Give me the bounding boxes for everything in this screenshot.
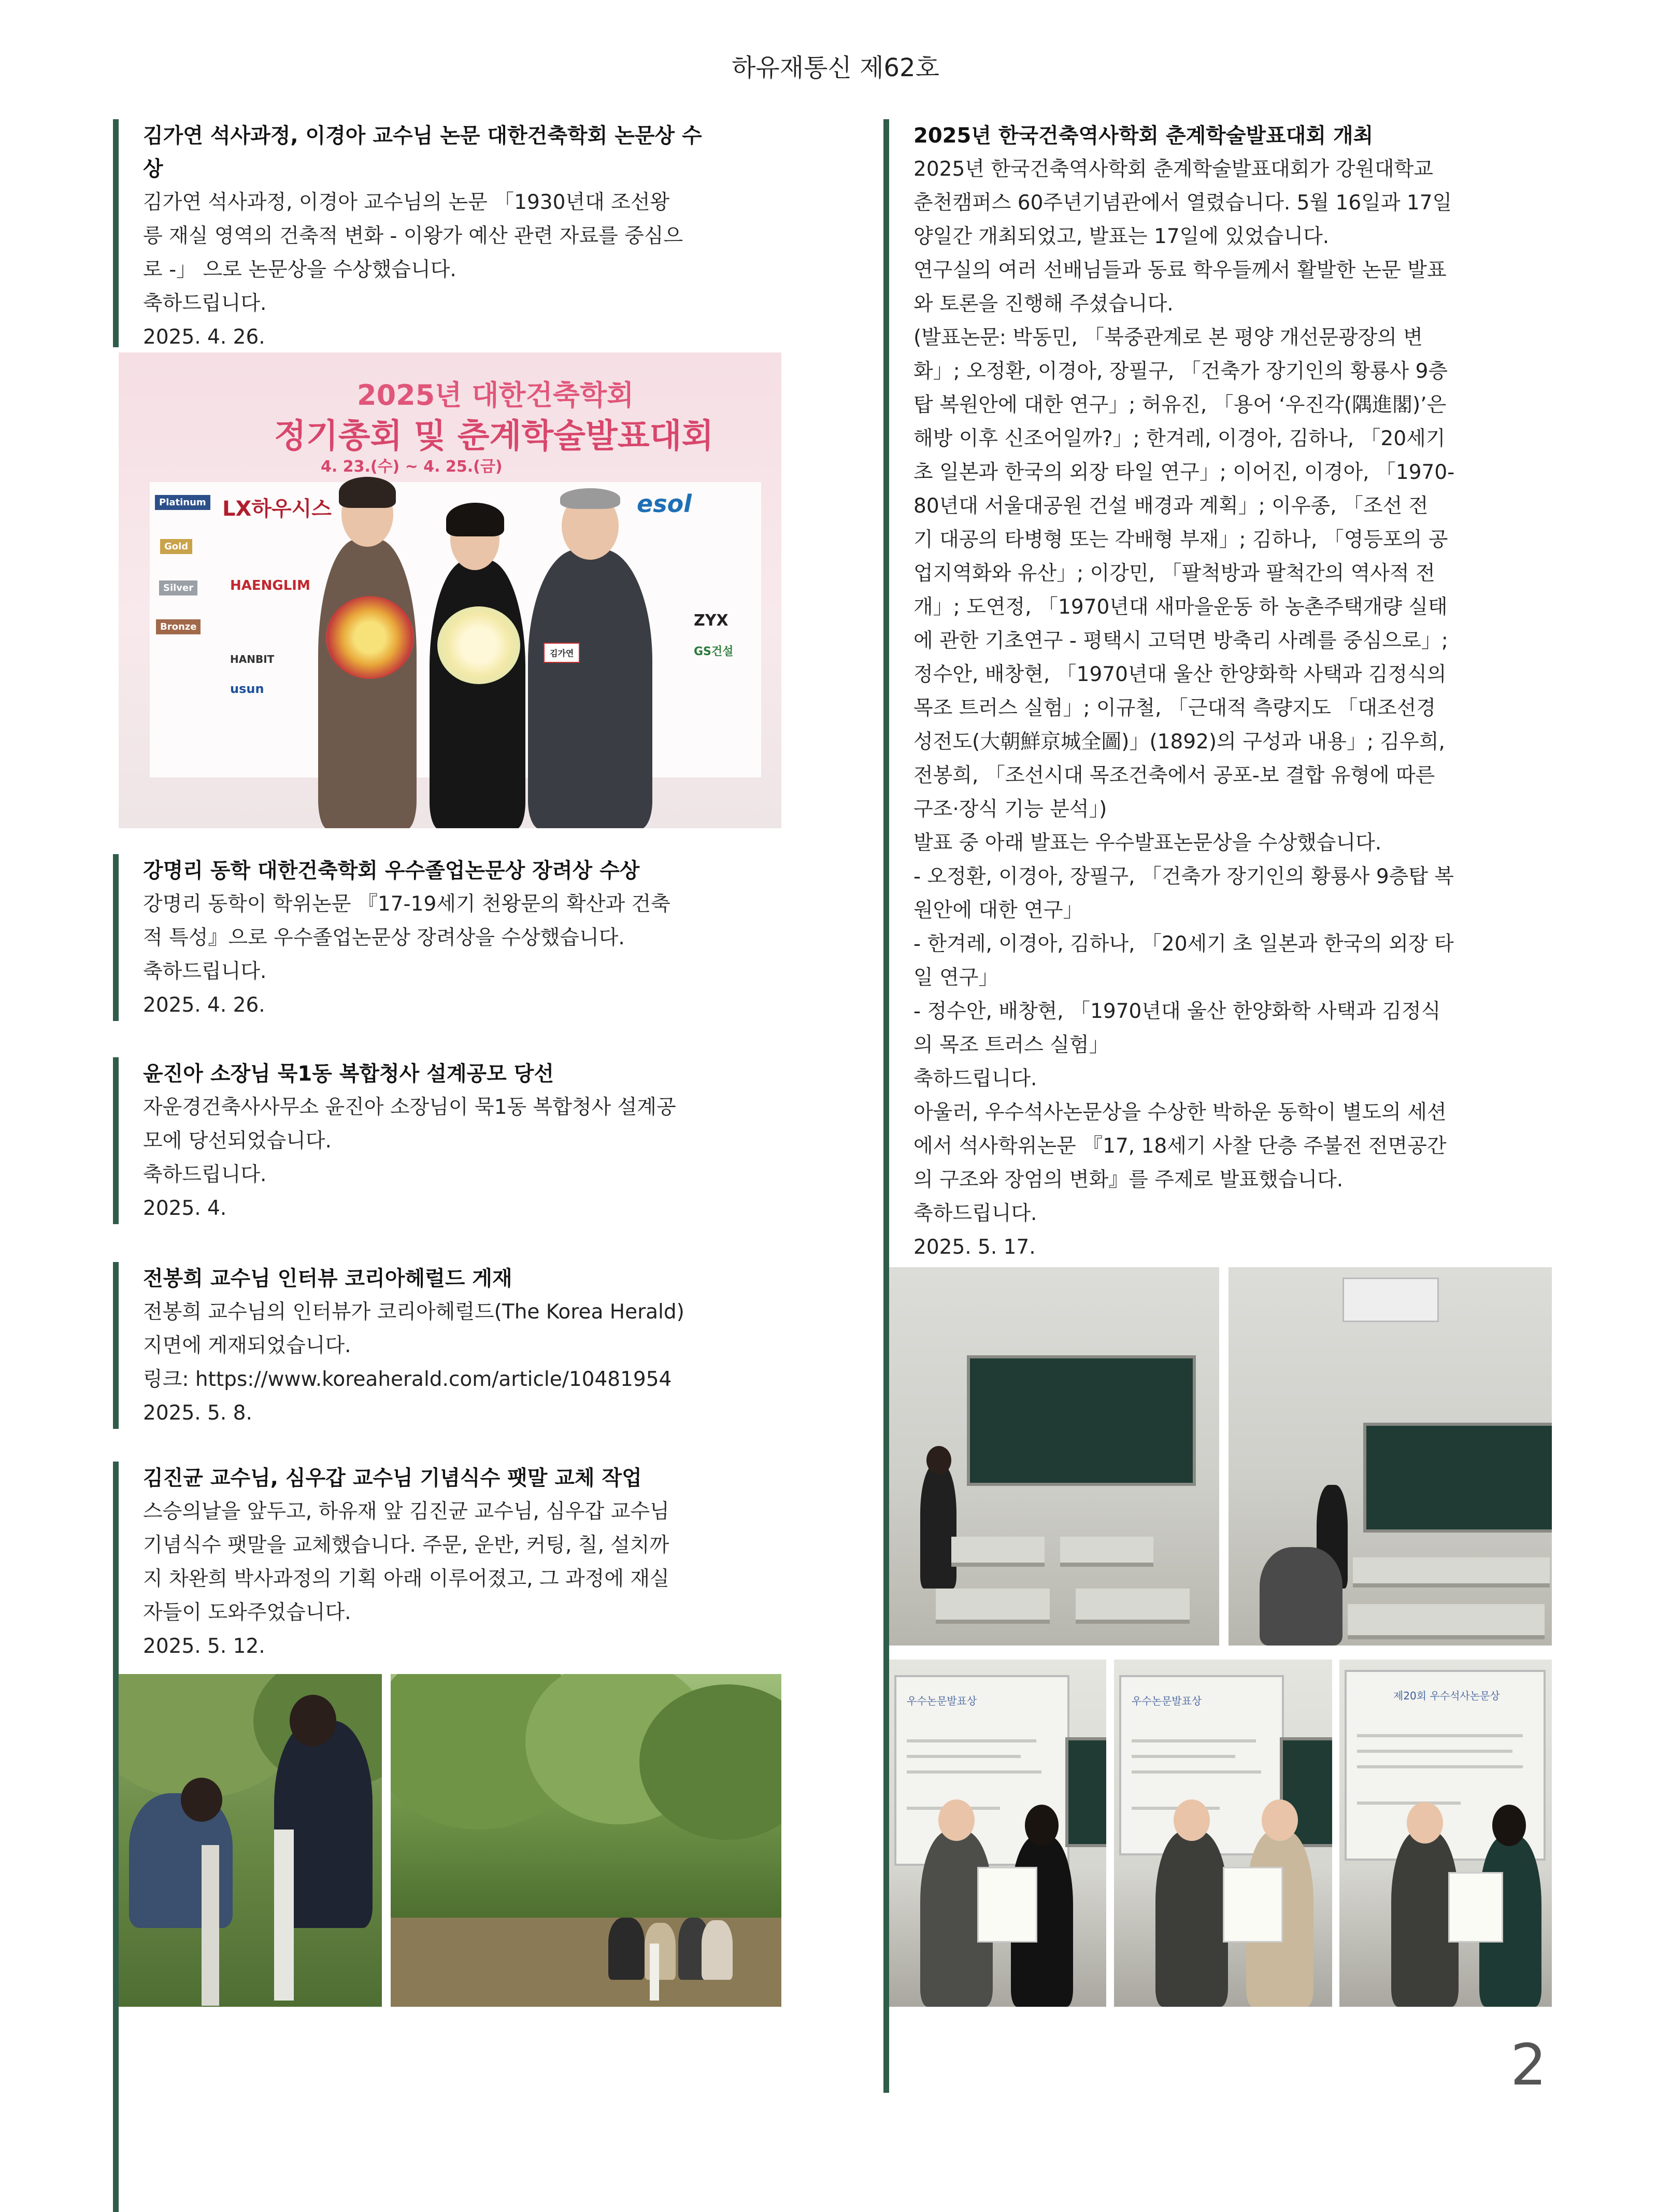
person-left bbox=[318, 539, 417, 828]
article-body: 강명리 동학이 학위논문 『17-19세기 천왕문의 확산과 건축 적 특성』으로 우수졸업논문상 장려상을 수상했습니다. 축하드립니다. 2025. 4. 26. bbox=[143, 892, 670, 1017]
screen-title: 우수논문발표상 bbox=[1132, 1695, 1202, 1707]
article-line: 구조·장식 기능 분석」) bbox=[913, 798, 1107, 821]
article-line: 일 연구」 bbox=[913, 966, 999, 989]
article-title: 강명리 동학 대한건축학회 우수졸업논문상 장려상 수상 bbox=[143, 859, 640, 883]
person-center bbox=[430, 560, 525, 828]
article-body: 전봉희 교수님의 인터뷰가 코리아헤럴드(The Korea Herald) 지면에 게재되었습니다. 링크: https://www.koreaherald.com/article/10481954 2025. 5. 8. bbox=[143, 1300, 684, 1425]
article-line: 춘천캠퍼스 60주년기념관에서 열렸습니다. 5월 16일과 17일 bbox=[913, 191, 1452, 215]
article-date: 2025. 5. 8. bbox=[143, 1401, 252, 1425]
article-line: 목조 트러스 실험」; 이규철, 「근대적 측량지도 「대조선경 bbox=[913, 697, 1436, 720]
article-line: (발표논문: 박동민, 「북중관계로 본 평양 개선문광장의 변 bbox=[913, 326, 1423, 349]
name-tag: 김가연 bbox=[544, 643, 580, 663]
sponsor-hanbit: HANBIT bbox=[230, 653, 275, 665]
article-line: 의 구조와 장엄의 변화』를 주제로 발표했습니다. bbox=[913, 1168, 1344, 1192]
article-line: 기 대공의 타병형 또는 각배형 부재」; 김하나, 「영등포의 공 bbox=[913, 528, 1448, 551]
article-line: 원안에 대한 연구」 bbox=[913, 899, 1083, 922]
article-body: 김가연 석사과정, 이경아 교수님의 논문 「1930년대 조선왕 릉 재실 영역의 건축적 변화 - 이왕가 예산 관련 자료를 중심으 로 -」 으로 논문상을 수상했습니다. 축하드립니다. 2025. 4. 26. bbox=[143, 191, 683, 349]
article-line: 축하드립니다. bbox=[913, 1202, 1037, 1225]
article-line: 성전도(大朝鮮京城全圖)」(1892)의 구성과 내용」; 김우희, bbox=[913, 730, 1445, 754]
article-line: - 한겨레, 이경아, 김하나, 「20세기 초 일본과 한국의 외장 타 bbox=[913, 932, 1454, 956]
article-line: 80년대 서울대공원 건설 배경과 계획」; 이우종, 「조선 전 bbox=[913, 494, 1429, 518]
article-line: 연구실의 여러 선배님들과 동료 학우들께서 활발한 논문 발표 bbox=[913, 259, 1447, 282]
banner-title-1: 2025년 대한건축학회 bbox=[357, 379, 634, 412]
article-line: 업지역화와 유산」; 이강민, 「팔척방과 팔척간의 역사적 전 bbox=[913, 562, 1435, 585]
article-line: 2025년 한국건축역사학회 춘계학술발표대회가 강원대학교 bbox=[913, 158, 1433, 181]
conference-photo-1 bbox=[889, 1267, 1219, 1646]
article-line: 와 토론을 진행해 주셨습니다. bbox=[913, 292, 1174, 316]
article-link: 링크: https://www.koreaherald.com/article/10481954 bbox=[143, 1368, 672, 1391]
article-line: 화」; 오정환, 이경아, 장필구, 「건축가 장기인의 황룡사 9층 bbox=[913, 360, 1448, 383]
article-line: 축하드립니다. bbox=[913, 1067, 1037, 1090]
screen-title: 제20회 우수석사논문상 bbox=[1393, 1690, 1500, 1702]
article-line: 해방 이후 신조어일까?」; 한겨레, 이경아, 김하나, 「20세기 bbox=[913, 427, 1446, 450]
sponsor-usun: usun bbox=[230, 682, 264, 696]
article-date: 2025. 4. 26. bbox=[143, 325, 265, 349]
sponsor-zyx: ZYX bbox=[694, 612, 729, 630]
banner-date: 4. 23.(수) ~ 4. 25.(금) bbox=[321, 458, 503, 476]
article-title: 김가연 석사과정, 이경아 교수님 논문 대한건축학회 논문상 수 상 bbox=[143, 124, 702, 181]
person-right bbox=[528, 549, 652, 828]
article-date: 2025. 4. 26. bbox=[143, 994, 265, 1017]
article-line: 발표 중 아래 발표는 우수발표논문상을 수상했습니다. bbox=[913, 831, 1382, 855]
page-number: 2 bbox=[1510, 2032, 1547, 2098]
sponsor-tier-platinum: Platinum bbox=[155, 495, 210, 510]
sponsor-gs: GS건설 bbox=[694, 645, 734, 658]
article-title: 2025년 한국건축역사학회 춘계학술발표대회 개최 bbox=[913, 124, 1374, 148]
conference-photo-2 bbox=[1229, 1267, 1552, 1646]
article-line: 의 목조 트러스 실험」 bbox=[913, 1033, 1109, 1057]
article-line: - 오정환, 이경아, 장필구, 「건축가 장기인의 황룡사 9층탑 복 bbox=[913, 865, 1454, 888]
article-line: 정수안, 배창현, 「1970년대 울산 한양화학 사택과 김정식의 bbox=[913, 663, 1447, 686]
article-jeon-bonghee-interview bbox=[113, 1262, 781, 1429]
article-line: 에 관한 기초연구 - 평택시 고덕면 방축리 사례를 중심으로」; bbox=[913, 629, 1448, 653]
article-line: 양일간 개최되었고, 발표는 17일에 있었습니다. bbox=[913, 225, 1330, 248]
article-date: 2025. 4. bbox=[143, 1197, 227, 1220]
article-date: 2025. 5. 17. bbox=[913, 1236, 1036, 1259]
sponsor-tier-gold: Gold bbox=[160, 539, 192, 554]
article-title: 전봉희 교수님 인터뷰 코리아헤럴드 게재 bbox=[143, 1267, 512, 1291]
article-line: 초 일본과 한국의 외장 타일 연구」; 이어진, 이경아, 「1970- bbox=[913, 461, 1455, 484]
sponsor-tier-bronze: Bronze bbox=[156, 619, 201, 634]
sign-install-photo bbox=[119, 1674, 382, 2007]
banner-title-2: 정기총회 및 춘계학술발표대회 bbox=[274, 417, 714, 456]
award-photo-oh-junghwan bbox=[889, 1660, 1106, 2007]
sponsor-tier-silver: Silver bbox=[159, 580, 197, 595]
article-yoon-jina-competition bbox=[113, 1057, 781, 1224]
article-body bbox=[913, 152, 1552, 1264]
screen-title: 우수논문발표상 bbox=[907, 1695, 977, 1707]
article-kang-myungri-award bbox=[113, 854, 781, 1021]
article-date: 2025. 5. 12. bbox=[143, 1635, 265, 1658]
article-title: 김진균 교수님, 심우갑 교수님 기념식수 팻말 교체 작업 bbox=[143, 1466, 642, 1490]
article-line: 탑 복원안에 대한 연구」; 허유진, 「용어 ‘우진각(隅進閣)’은 bbox=[913, 393, 1447, 417]
sponsor-lx: LX하우시스 bbox=[222, 497, 332, 521]
article-title: 윤진아 소장님 묵1동 복합청사 설계공모 당선 bbox=[143, 1062, 554, 1086]
sponsor-esol: esol bbox=[637, 490, 692, 518]
article-body: 자운경건축사사무소 윤진아 소장님이 묵1동 복합청사 설계공 모에 당선되었습니다. 축하드립니다. 2025. 4. bbox=[143, 1096, 676, 1220]
memorial-tree-group-photo bbox=[391, 1674, 781, 2007]
article-kim-gayeon-award bbox=[113, 119, 781, 347]
article-line: 에서 석사학위논문 『17, 18세기 사찰 단층 주불전 전면공간 bbox=[913, 1135, 1447, 1158]
page-header: 하유재통신 제62호 bbox=[732, 53, 939, 82]
article-line: - 정수안, 배창현, 「1970년대 울산 한양화학 사택과 김정식 bbox=[913, 1000, 1441, 1023]
article-body: 스승의날을 앞두고, 하유재 앞 김진균 교수님, 심우갑 교수님 기념식수 팻말을 교체했습니다. 주문, 운반, 커팅, 칠, 설치까 지 차완희 박사과정의 기획 아래 이루어졌고, 그 과정에 재실 자들이 도와주었습니다. 2025. 5. 12. bbox=[143, 1500, 669, 1658]
article-line: 개」; 도연정, 「1970년대 새마을운동 하 농촌주택개량 실태 bbox=[913, 595, 1448, 619]
article-line: 아울러, 우수석사논문상을 수상한 박하운 동학이 별도의 세션 bbox=[913, 1101, 1447, 1124]
award-photo bbox=[119, 352, 781, 828]
sponsor-haenglim: HAENGLIM bbox=[230, 578, 310, 593]
article-line: 전봉희, 「조선시대 목조건축에서 공포-보 결합 유형에 따른 bbox=[913, 764, 1435, 787]
award-photo-park-haun bbox=[1339, 1660, 1552, 2007]
award-photo-han-gyeore bbox=[1114, 1660, 1332, 2007]
